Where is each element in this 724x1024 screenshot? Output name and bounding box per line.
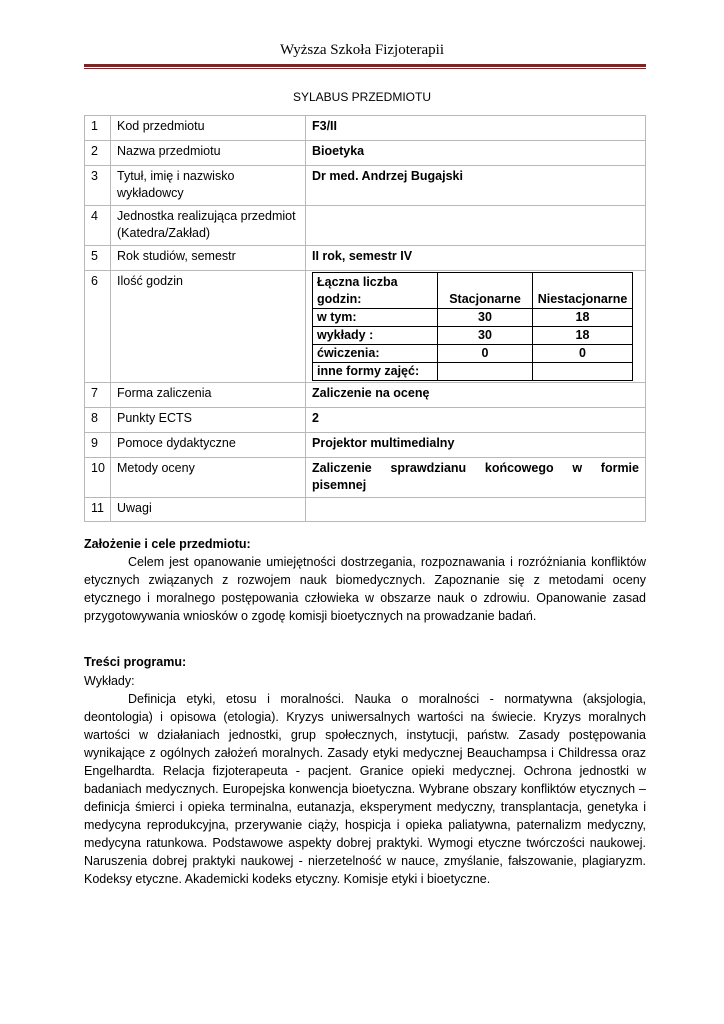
row-number: 2 bbox=[85, 141, 111, 166]
row-number: 10 bbox=[85, 458, 111, 498]
document-title: SYLABUS PRZEDMIOTU bbox=[292, 90, 432, 104]
table-row bbox=[85, 383, 646, 408]
table-row bbox=[85, 141, 646, 166]
row-number: 5 bbox=[85, 246, 111, 271]
hours-value bbox=[533, 363, 633, 381]
hours-value: 18 bbox=[533, 327, 633, 345]
row-label: Jednostka realizująca przedmiot (Katedra/Zakład) bbox=[111, 206, 306, 246]
hours-row-label: ćwiczenia: bbox=[313, 345, 438, 363]
row-label: Pomoce dydaktyczne bbox=[111, 433, 306, 458]
goals-section bbox=[84, 535, 646, 625]
hours-header-niestacjonarne: Niestacjonarne bbox=[533, 273, 633, 309]
hours-row bbox=[313, 309, 633, 327]
row-value: F3/II bbox=[306, 116, 646, 141]
table-row bbox=[85, 166, 646, 206]
program-subheading: Wykłady: bbox=[84, 674, 135, 688]
assessment-line-2: pisemnej bbox=[312, 478, 367, 492]
hours-value: 18 bbox=[533, 309, 633, 327]
assessment-word: w bbox=[572, 461, 583, 475]
assessment-word: Zaliczenie bbox=[312, 461, 372, 475]
row-label: Punkty ECTS bbox=[111, 408, 306, 433]
header-rule-thick bbox=[84, 64, 646, 67]
row-value: Bioetyka bbox=[306, 141, 646, 166]
table-row bbox=[85, 246, 646, 271]
header-rule-thin bbox=[84, 68, 646, 69]
row-value bbox=[306, 206, 646, 246]
program-heading: Treści programu: bbox=[84, 655, 187, 669]
row-value bbox=[306, 498, 646, 522]
row-number: 11 bbox=[85, 498, 111, 522]
goals-heading: Założenie i cele przedmiotu: bbox=[84, 537, 251, 551]
row-label: Rok studiów, semestr bbox=[111, 246, 306, 271]
row-number: 7 bbox=[85, 383, 111, 408]
table-row bbox=[85, 458, 646, 498]
hours-value: 30 bbox=[438, 327, 533, 345]
row-value: Zaliczenie na ocenę bbox=[306, 383, 646, 408]
row-label: Forma zaliczenia bbox=[111, 383, 306, 408]
hours-header-total: Łączna liczba godzin: bbox=[313, 273, 438, 309]
row-label: Nazwa przedmiotu bbox=[111, 141, 306, 166]
hours-row-label: w tym: bbox=[313, 309, 438, 327]
institution-header: Wyższa Szkoła Fizjoterapii bbox=[279, 42, 445, 58]
row-value: Projektor multimedialny bbox=[306, 433, 646, 458]
table-row bbox=[85, 206, 646, 246]
row-label: Ilość godzin bbox=[111, 271, 306, 383]
table-row bbox=[85, 408, 646, 433]
hours-header-stacjonarne: Stacjonarne bbox=[438, 273, 533, 309]
table-row bbox=[85, 498, 646, 522]
assessment-word: formie bbox=[600, 461, 639, 475]
hours-header-row bbox=[313, 273, 633, 309]
row-value: II rok, semestr IV bbox=[306, 246, 646, 271]
row-label: Tytuł, imię i nazwisko wykładowcy bbox=[111, 166, 306, 206]
row-value: 2 bbox=[306, 408, 646, 433]
row-label: Uwagi bbox=[111, 498, 306, 522]
hours-cell bbox=[306, 271, 646, 383]
assessment-line-1 bbox=[312, 460, 639, 477]
syllabus-table bbox=[84, 115, 646, 522]
row-number: 8 bbox=[85, 408, 111, 433]
row-value bbox=[306, 458, 646, 498]
row-number: 1 bbox=[85, 116, 111, 141]
row-value: Dr med. Andrzej Bugajski bbox=[306, 166, 646, 206]
program-text: Definicja etyki, etosu i moralności. Nauka o moralności - normatywna (aksjologia, deontologia) i opisowa (etologia). Kryzys uniwersalnych wartości na świecie. Kryzys moralnych wartości w działaniach jednostki, grup społecznych, instytucji, państw. Zasady postępowania wynikające z ogólnych założeń moralnych. Zasady etyki medycznej Beauchampsa i Childressa oraz Engelhardta. Relacja fizjoterapeuta - pacjent. Granice opieki medycznej. Ochrona jednostki w badaniach medycznych. Europejska konwencja bioetyczna. Wybrane obszary konfliktów etycznych – definicja śmierci i opieka terminalna, eutanazja, eksperyment medyczny, transplantacja, genetyka i medycyna reprodukcyjna, przerywanie ciąży, hospicja i opieka paliatywna, paternalizm medyczny, medycyna ratunkowa. Podstawowe aspekty dobrej praktyki. Wymogi etyczne twórczości naukowej. Naruszenia dobrej praktyki naukowej - nierzetelność w nauce, zmyślanie, fałszowanie, plagiaryzm. Kodeksy etyczne. Akademicki kodeks etyczny. Komisje etyki i bioetyczne. bbox=[84, 692, 646, 886]
row-number: 3 bbox=[85, 166, 111, 206]
row-number: 4 bbox=[85, 206, 111, 246]
table-row bbox=[85, 271, 646, 383]
hours-row-label: inne formy zajęć: bbox=[313, 363, 438, 381]
table-row bbox=[85, 433, 646, 458]
row-label: Kod przedmiotu bbox=[111, 116, 306, 141]
hours-row bbox=[313, 327, 633, 345]
hours-table bbox=[312, 272, 633, 381]
hours-value: 30 bbox=[438, 309, 533, 327]
hours-row-label: wykłady : bbox=[313, 327, 438, 345]
goals-text: Celem jest opanowanie umiejętności dostrzegania, rozpoznawania i rozróżniania konfliktów etycznych związanych z rozwojem nauk biomedycznych. Zapoznanie się z metodami oceny etycznego i moralnego postępowania człowieka w obszarze nauk o zdrowiu. Opanowanie zasad przygotowywania wniosków o zgodę komisji bioetycznych na prowadzanie badań. bbox=[84, 555, 646, 623]
row-number: 9 bbox=[85, 433, 111, 458]
hours-value: 0 bbox=[533, 345, 633, 363]
hours-row bbox=[313, 345, 633, 363]
row-number: 6 bbox=[85, 271, 111, 383]
assessment-word: sprawdzianu bbox=[390, 461, 467, 475]
table-row bbox=[85, 116, 646, 141]
hours-value: 0 bbox=[438, 345, 533, 363]
row-label: Metody oceny bbox=[111, 458, 306, 498]
hours-row bbox=[313, 363, 633, 381]
program-section bbox=[84, 653, 646, 888]
hours-value bbox=[438, 363, 533, 381]
assessment-word: końcowego bbox=[484, 461, 554, 475]
